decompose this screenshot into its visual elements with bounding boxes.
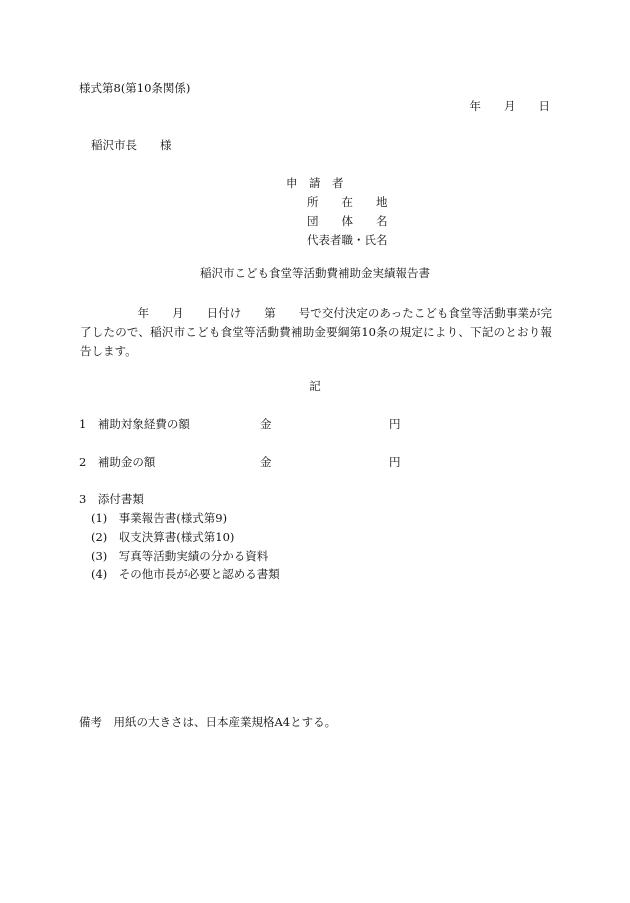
kin-label: 金 — [260, 455, 272, 469]
attachment-item: (1) 事業報告書(様式第9) — [91, 511, 228, 525]
applicant-heading: 申 請 者 — [286, 176, 344, 190]
applicant-group-name-label: 団 体 名 — [307, 214, 388, 228]
applicant-location-label: 所 在 地 — [307, 195, 388, 209]
kin-label: 金 — [260, 417, 272, 431]
body-paragraph: 年 月 日付け 第 号で交付決定のあったこども食堂等活動事業が完了したので、稲沢市こども食堂等活動費補助金要綱第10条の規定により、下記のとおり報告します。 — [80, 306, 552, 358]
form-number-label: 様式第8(第10条関係) — [79, 81, 191, 95]
applicant-representative-label: 代表者職・氏名 — [307, 233, 388, 247]
attachment-item: (4) その他市長が必要と認める書類 — [91, 567, 280, 581]
item-label: 1 補助対象経費の額 — [79, 417, 190, 431]
yen-label: 円 — [389, 455, 401, 469]
remarks-note: 備考 用紙の大きさは、日本産業規格A4とする。 — [79, 715, 337, 729]
date-line: 年 月 日 — [469, 99, 550, 113]
attachment-item: (3) 写真等活動実績の分かる資料 — [91, 549, 269, 563]
yen-label: 円 — [389, 417, 401, 431]
attachment-item: (2) 収支決算書(様式第10) — [91, 530, 235, 544]
addressee: 稲沢市長 様 — [91, 138, 172, 152]
item-label: 2 補助金の額 — [79, 455, 156, 469]
ki-heading: 記 — [309, 379, 321, 393]
document-title: 稲沢市こども食堂等活動費補助金実績報告書 — [200, 266, 430, 280]
attachments-heading: 3 添付書類 — [79, 492, 144, 506]
